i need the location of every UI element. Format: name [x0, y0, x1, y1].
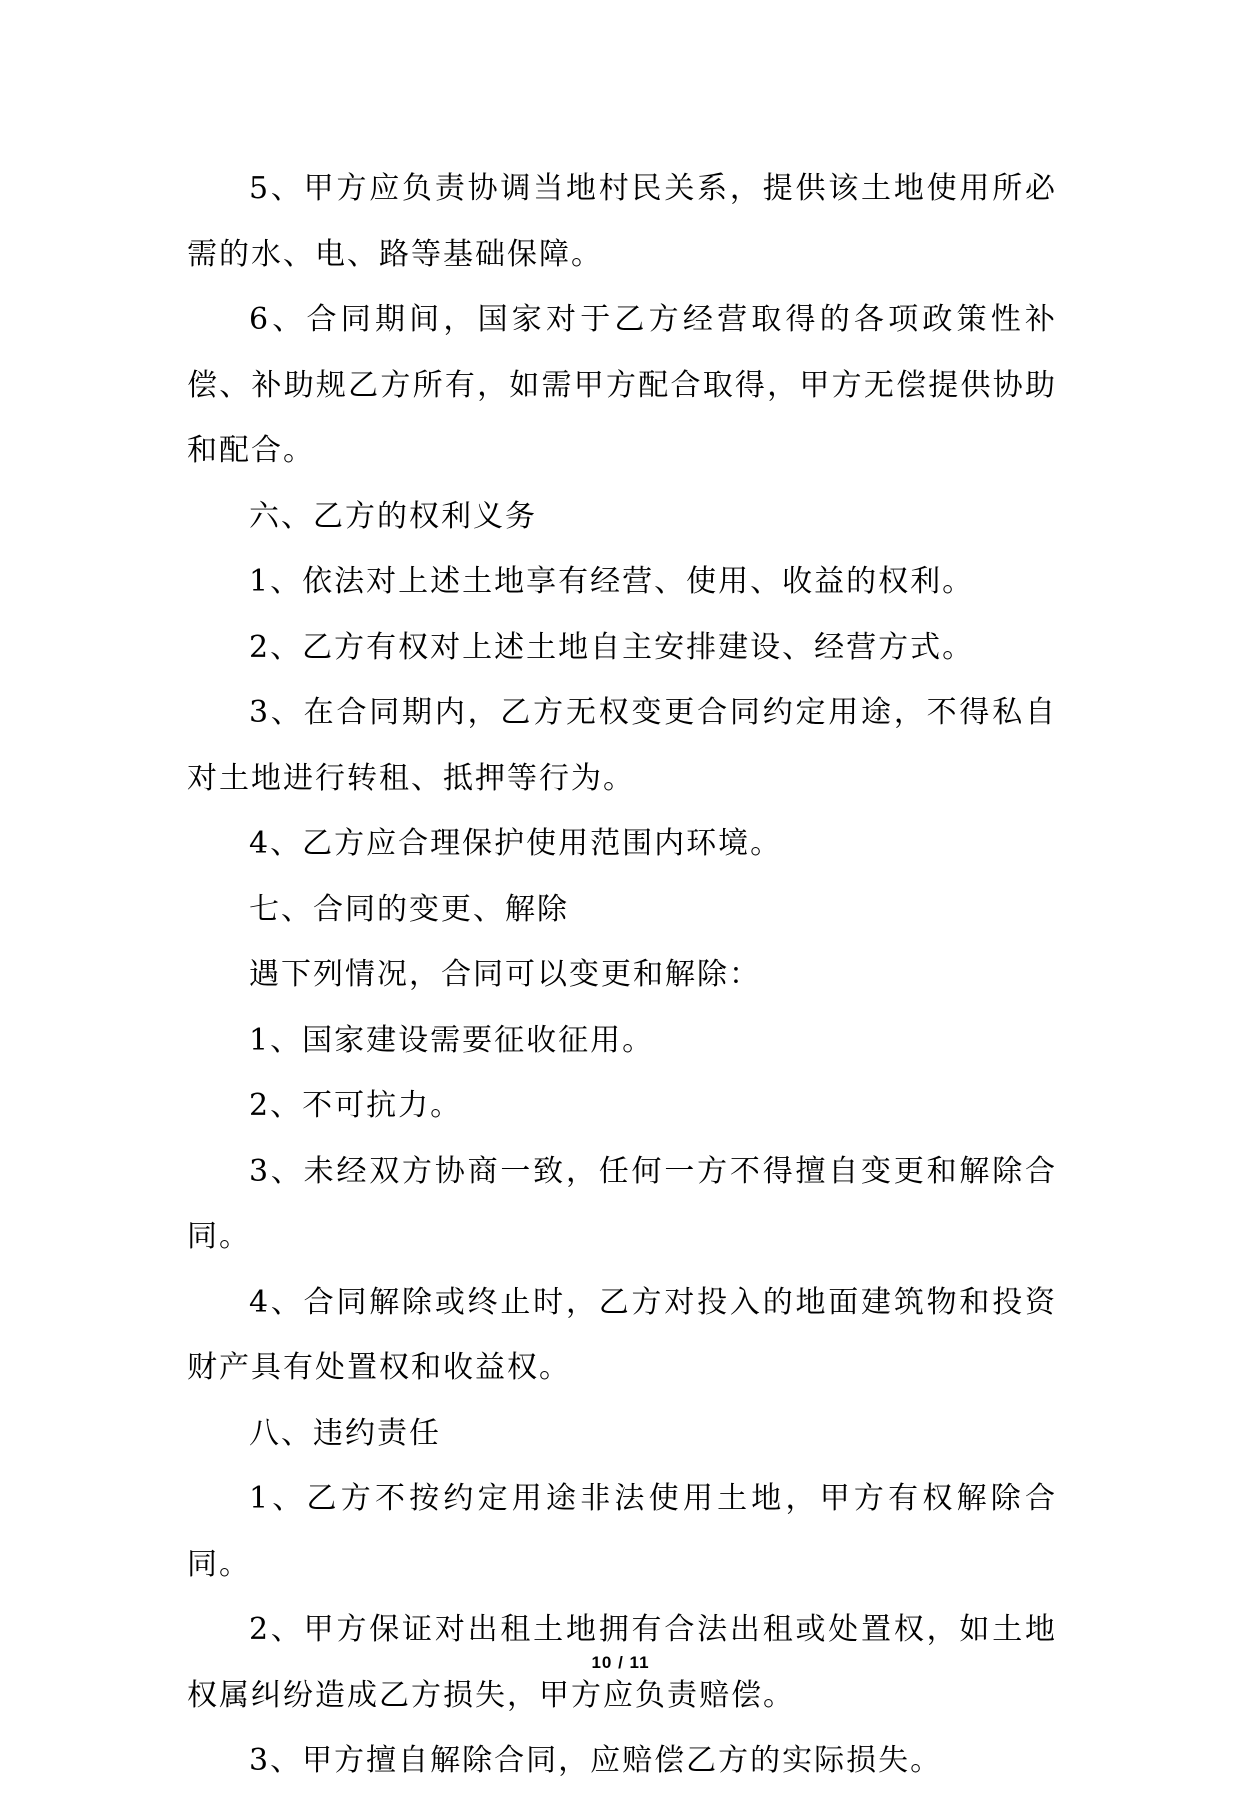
paragraph: 3、在合同期内，乙方无权变更合同约定用途，不得私自对土地进行转租、抵押等行为。: [187, 695, 1057, 796]
paragraph: 3、未经双方协商一致，任何一方不得擅自变更和解除合同。: [187, 1153, 1057, 1254]
paragraph: 6、合同期间，国家对于乙方经营取得的各项政策性补偿、补助规乙方所有，如需甲方配合取得，甲方无偿提供协助和配合。: [187, 302, 1057, 468]
paragraph: 1、国家建设需要征收征用。: [249, 1022, 655, 1058]
section-heading: 七、合同的变更、解除: [249, 891, 569, 927]
paragraph: 5、甲方应负责协调当地村民关系，提供该土地使用所必需的水、电、路等基础保障。: [187, 171, 1057, 272]
paragraph: 3、甲方擅自解除合同，应赔偿乙方的实际损失。: [249, 1743, 943, 1778]
document-body: [187, 156, 1057, 1794]
section-heading: 八、违约责任: [249, 1415, 441, 1451]
paragraph: 4、乙方应合理保护使用范围内环境。: [249, 826, 783, 861]
paragraph: 1、依法对上述土地享有经营、使用、收益的权利。: [249, 564, 975, 599]
paragraph: 2、乙方有权对上述土地自主安排建设、经营方式。: [249, 629, 975, 665]
paragraph: 1、乙方不按约定用途非法使用土地，甲方有权解除合同。: [187, 1481, 1057, 1582]
paragraph: 2、不可抗力。: [249, 1088, 463, 1123]
paragraph: 2、甲方保证对出租土地拥有合法出租或处置权，如土地权属纠纷造成乙方损失，甲方应负责赔偿。: [187, 1612, 1057, 1713]
paragraph: 4、合同解除或终止时，乙方对投入的地面建筑物和投资财产具有处置权和收益权。: [187, 1284, 1057, 1385]
paragraph: 遇下列情况，合同可以变更和解除：: [249, 957, 761, 992]
section-heading: 六、乙方的权利义务: [249, 498, 537, 534]
page-number: 10 / 11: [591, 1653, 650, 1672]
